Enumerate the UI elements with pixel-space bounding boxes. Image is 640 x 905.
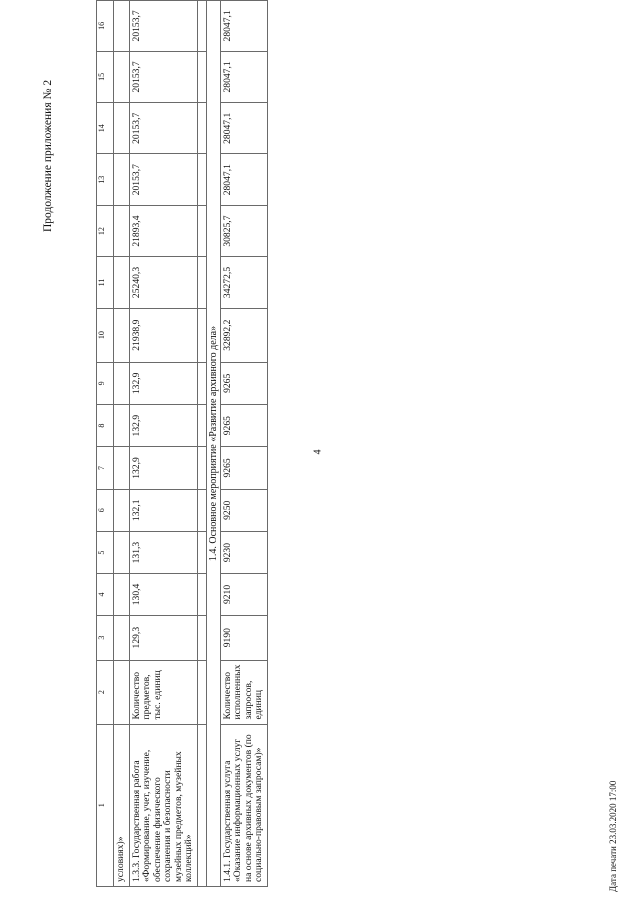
- empty-cell: [197, 660, 206, 724]
- value-cell: 30825,7: [220, 205, 267, 256]
- row-name: 1.4.1. Государственная услуга «Оказание информационных услуг на основе архивных документов (по социально-правовым запросам)»: [220, 724, 267, 886]
- empty-cell: [114, 574, 130, 615]
- value-cell: 132,9: [129, 404, 197, 446]
- table-row-spacer: [197, 1, 206, 887]
- empty-cell: [114, 362, 130, 404]
- value-cell: 28047,1: [220, 154, 267, 205]
- value-cell: 132,9: [129, 362, 197, 404]
- value-cell: 132,1: [129, 489, 197, 531]
- empty-cell: [197, 154, 206, 205]
- value-cell: 9265: [220, 362, 267, 404]
- col-number: 3: [97, 615, 114, 660]
- empty-cell: [114, 154, 130, 205]
- row-name: 1.3.3. Государственная работа «Формирование, учет, изучение, обеспечение физического сохранения и безопасности музейных предметов, музейных коллекций»: [129, 724, 197, 886]
- value-cell: 21893,4: [129, 205, 197, 256]
- col-number: 5: [97, 531, 114, 573]
- col-number: 4: [97, 574, 114, 615]
- empty-cell: [197, 404, 206, 446]
- table-row: [129, 1, 197, 887]
- value-cell: 34272,5: [220, 257, 267, 308]
- empty-cell: [197, 257, 206, 308]
- empty-cell: [114, 660, 130, 724]
- value-cell: 130,4: [129, 574, 197, 615]
- table-row: [220, 1, 267, 887]
- value-cell: 132,9: [129, 447, 197, 489]
- value-cell: 20153,7: [129, 154, 197, 205]
- col-number: 8: [97, 404, 114, 446]
- empty-cell: [114, 531, 130, 573]
- value-cell: 32892,2: [220, 308, 267, 362]
- col-number: 9: [97, 362, 114, 404]
- empty-cell: [114, 308, 130, 362]
- empty-cell: [197, 205, 206, 256]
- value-cell: 9210: [220, 574, 267, 615]
- table-row-continuation: [114, 1, 130, 887]
- value-cell: 20153,7: [129, 51, 197, 102]
- col-number: 13: [97, 154, 114, 205]
- empty-cell: [197, 1, 206, 52]
- value-cell: 20153,7: [129, 103, 197, 154]
- empty-cell: [114, 103, 130, 154]
- empty-cell: [197, 447, 206, 489]
- empty-cell: [114, 489, 130, 531]
- col-number: 7: [97, 447, 114, 489]
- column-number-row: [97, 1, 114, 887]
- value-cell: 21938,9: [129, 308, 197, 362]
- col-number: 14: [97, 103, 114, 154]
- col-number: 12: [97, 205, 114, 256]
- empty-cell: [197, 531, 206, 573]
- indicator-cell: Количество исполненных запросов, единиц: [220, 660, 267, 724]
- value-cell: 131,3: [129, 531, 197, 573]
- empty-cell: [114, 257, 130, 308]
- value-cell: 129,3: [129, 615, 197, 660]
- col-number: 16: [97, 1, 114, 52]
- value-cell: 25240,3: [129, 257, 197, 308]
- col-number: 6: [97, 489, 114, 531]
- empty-cell: [114, 1, 130, 52]
- value-cell: 28047,1: [220, 103, 267, 154]
- value-cell: 28047,1: [220, 51, 267, 102]
- budget-table: [96, 0, 268, 887]
- indicator-cell: Количество предметов, тыс. единиц: [129, 660, 197, 724]
- empty-cell: [197, 615, 206, 660]
- empty-cell: [197, 724, 206, 886]
- value-cell: 20153,7: [129, 1, 197, 52]
- empty-cell: [197, 489, 206, 531]
- empty-cell: [197, 51, 206, 102]
- continuation-text: условиях)»: [114, 724, 130, 886]
- empty-cell: [197, 308, 206, 362]
- col-number: 15: [97, 51, 114, 102]
- value-cell: 9230: [220, 531, 267, 573]
- empty-cell: [114, 447, 130, 489]
- col-number: 1: [97, 724, 114, 886]
- empty-cell: [197, 574, 206, 615]
- empty-cell: [114, 404, 130, 446]
- value-cell: 9250: [220, 489, 267, 531]
- value-cell: 28047,1: [220, 1, 267, 52]
- col-number: 2: [97, 660, 114, 724]
- page-number: 4: [312, 449, 324, 455]
- empty-cell: [114, 205, 130, 256]
- col-number: 10: [97, 308, 114, 362]
- col-number: 11: [97, 257, 114, 308]
- empty-cell: [114, 51, 130, 102]
- print-date: Дата печати 23.03.2020 17:00: [608, 780, 618, 892]
- empty-cell: [197, 362, 206, 404]
- value-cell: 9265: [220, 404, 267, 446]
- section-title: 1.4. Основное мероприятие «Развитие архивного дела»: [206, 1, 220, 887]
- empty-cell: [114, 615, 130, 660]
- continuation-title: Продолжение приложения № 2: [42, 79, 54, 232]
- value-cell: 9265: [220, 447, 267, 489]
- empty-cell: [197, 103, 206, 154]
- value-cell: 9190: [220, 615, 267, 660]
- section-row: [206, 1, 220, 887]
